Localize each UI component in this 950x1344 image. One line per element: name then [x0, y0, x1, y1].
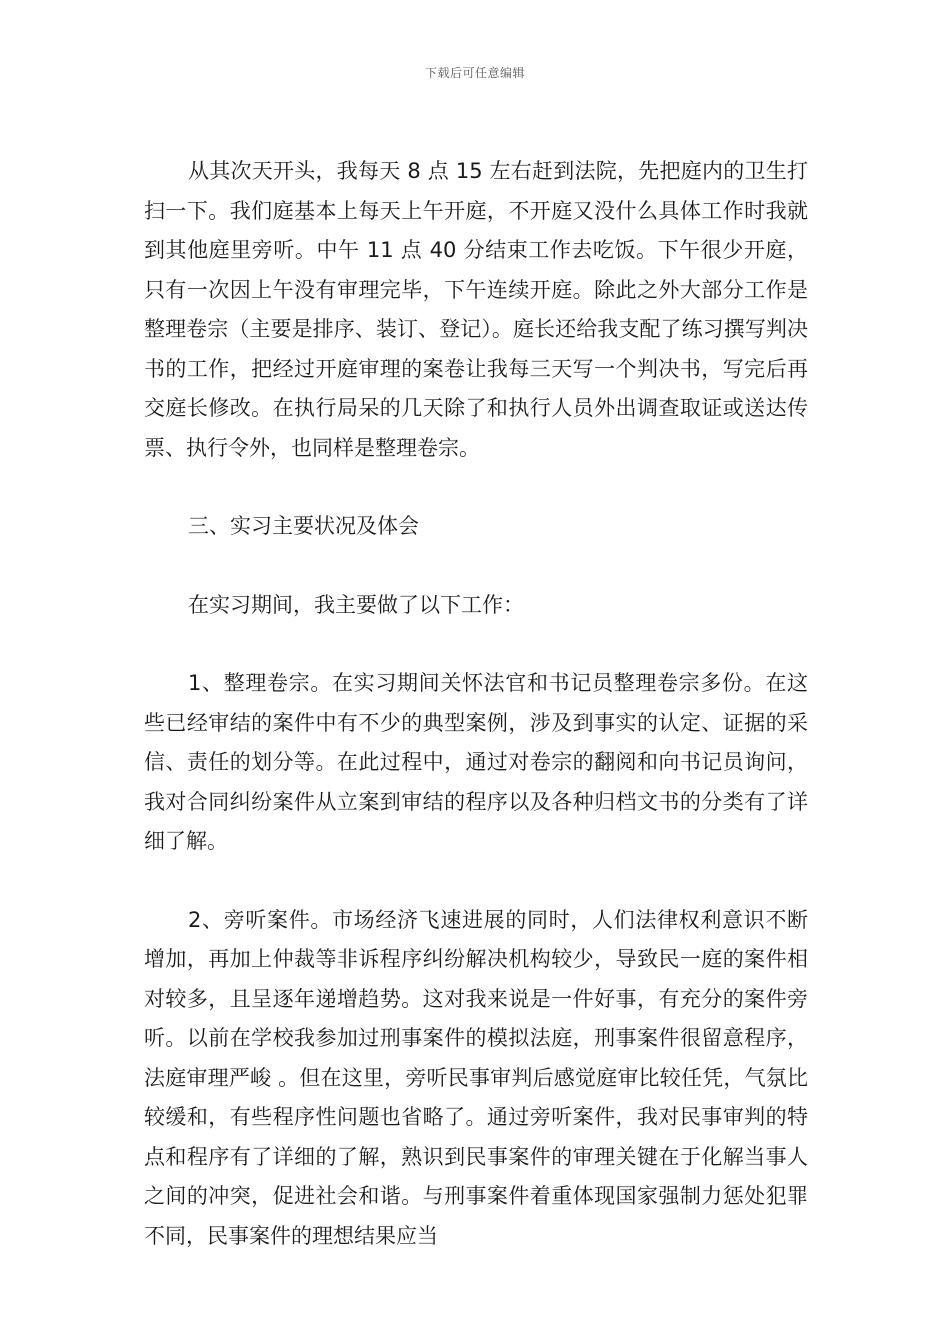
page-header-note: 下载后可任意编辑	[424, 66, 525, 80]
section-heading: 三、实习主要状况及体会	[188, 514, 419, 538]
document-body	[144, 152, 808, 1256]
paragraph-daily-routine: 从其次天开头，我每天 8 点 15 左右赶到法院，先把庭内的卫生打扫一下。我们庭基本上每天上午开庭，不开庭又没什么具体工作时我就到其他庭里旁听。中午 11 点 40 分结束工作去吃饭。下午很少开庭，只有一次因上午没有审理完毕，下午连续开庭。除此之外大部分工作是整理卷宗（主要是排序、装订、登记）。庭长还给我支配了练习撰写判决书的工作，把经过开庭审理的案卷让我每三天写一个判决书，写完后再交庭长修改。在执行局呆的几天除了和执行人员外出调查取证或送达传票、执行令外，也同样是整理卷宗。	[144, 159, 808, 460]
paragraph-work-intro: 在实习期间，我主要做了以下工作：	[188, 592, 524, 617]
paragraph-spacer	[144, 862, 808, 901]
paragraph-organize-files: 1、整理卷宗。在实习期间关怀法官和书记员整理卷宗多份。在这些已经审结的案件中有不少的典型案例，涉及到事实的认定、证据的采信、责任的划分等。在此过程中，通过对卷宗的翻阅和向书记员询问，我对合同纠纷案件从立案到审结的程序以及各种归档文书的分类有了详细了解。	[144, 671, 808, 853]
paragraph-spacer	[144, 547, 808, 586]
paragraph-spacer	[144, 625, 808, 664]
paragraph-spacer	[144, 468, 808, 507]
paragraph-attend-hearings: 2、旁听案件。市场经济飞速进展的同时，人们法律权利意识不断增加，再加上仲裁等非诉程序纠纷解决机构较少，导致民一庭的案件相对较多，且呈逐年递增趋势。这对我来说是一件好事，有充分的案件旁听。以前在学校我参加过刑事案件的模拟法庭，刑事案件很留意程序，法庭审理严峻 。但在这里，旁听民事审判后感觉庭审比较任凭，气氛比较缓和，有些程序性问题也省略了。通过旁听案件，我对民事审判的特点和程序有了详细的了解，熟识到民事案件的审理关键在于化解当事人之间的冲突，促进社会和谐。与刑事案件着重体现国家强制力惩处犯罪不同，民事案件的理想结果应当	[144, 907, 808, 1248]
